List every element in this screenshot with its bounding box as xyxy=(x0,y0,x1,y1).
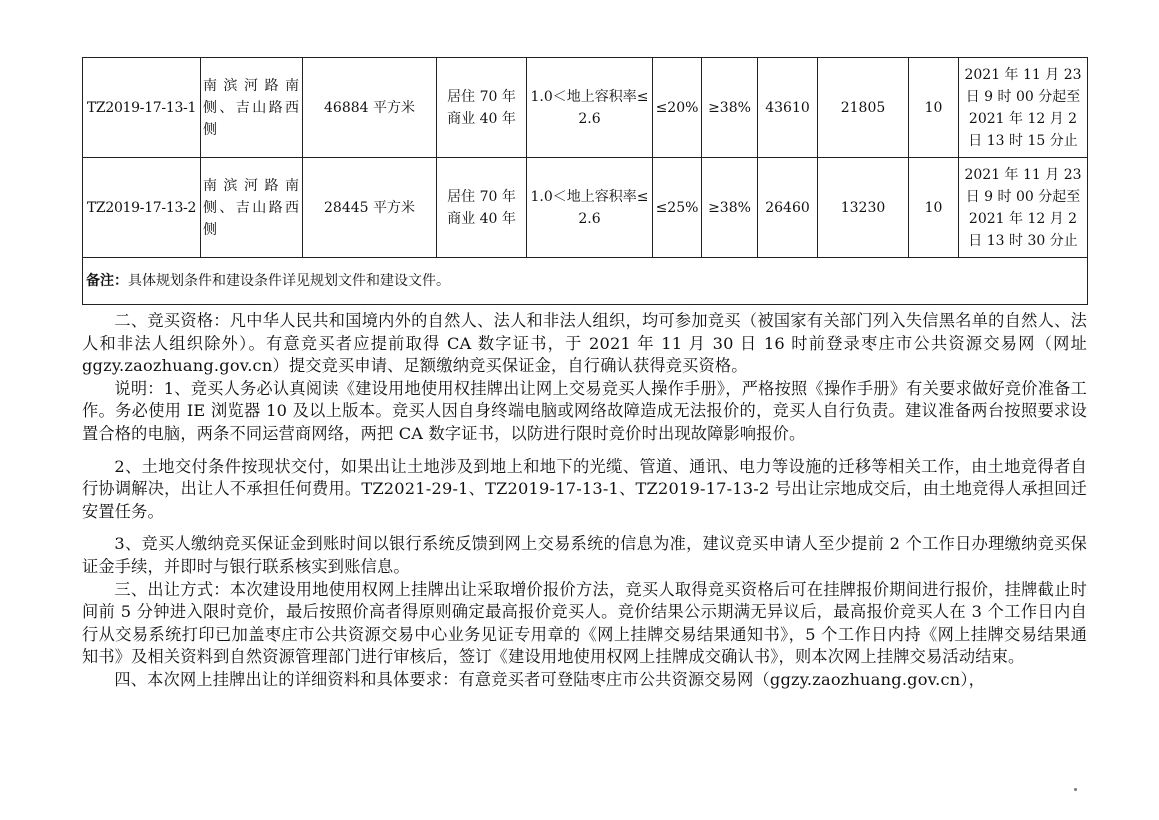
parcel-area: 28445 平方米 xyxy=(303,158,437,258)
table-row xyxy=(83,158,1088,258)
building-density: ≤25% xyxy=(653,158,702,258)
building-density: ≤20% xyxy=(653,58,702,158)
bid-increment: 10 xyxy=(909,158,959,258)
paragraph-transfer-method: 三、出让方式：本次建设用地使用权网上挂牌出让采取增价报价方法，竞买人取得竞买资格后可在挂牌报价期间进行报价，挂牌截止时间前 5 分钟进入限时竞价，最后按照价高者得原则确定最高报价竞买人。竞价结果公示期满无异议后，最高报价竞买人在 3 个工作日内自行从交易系统打印已加盖枣庄市公共资源交易中心业务见证专用章的《网上挂牌交易结果通知书》，5 个工作日内持《网上挂牌交易结果通知书》及相关资料到自然资源管理部门进行审核后，签订《建设用地使用权网上挂牌成交确认书》，则本次网上挂牌交易活动结束。 xyxy=(82,579,1087,667)
green-ratio: ≥38% xyxy=(702,158,758,258)
parcel-number: TZ2019-17-13-1 xyxy=(83,58,201,158)
bid-increment: 10 xyxy=(909,58,959,158)
starting-price: 43610 xyxy=(758,58,818,158)
note-label: 备注： xyxy=(86,273,128,289)
land-parcel-table xyxy=(82,57,1088,305)
land-use-term xyxy=(437,158,527,258)
term-commercial: 商业 40 年 xyxy=(447,110,516,127)
table-note-row xyxy=(83,258,1088,305)
term-residential: 居住 70 年 xyxy=(447,88,516,105)
deposit: 21805 xyxy=(818,58,909,158)
floor-area-ratio: 1.0＜地上容积率≤2.6 xyxy=(527,58,653,158)
starting-price: 26460 xyxy=(758,158,818,258)
scan-speck xyxy=(1074,788,1077,791)
parcel-number: TZ2019-17-13-2 xyxy=(83,158,201,258)
document-body xyxy=(82,310,1087,692)
green-ratio: ≥38% xyxy=(702,58,758,158)
listing-period: 2021 年 11 月 23 日 9 时 00 分起至 2021 年 12 月 2 日 13 时 30 分止 xyxy=(959,158,1088,258)
term-residential: 居住 70 年 xyxy=(447,188,516,205)
deposit: 13230 xyxy=(818,158,909,258)
land-use-term xyxy=(437,58,527,158)
parcel-area: 46884 平方米 xyxy=(303,58,437,158)
paragraph-note-2: 2、土地交付条件按现状交付，如果出让土地涉及到地上和地下的光缆、管道、通讯、电力等设施的迁移等相关工作，由土地竞得者自行协调解决，出让人不承担任何费用。TZ2021-29-1、TZ2019-17-13-1、TZ2019-17-13-2 号出让宗地成交后，由土地竞得人承担回迁安置任务。 xyxy=(82,456,1087,521)
listing-period: 2021 年 11 月 23 日 9 时 00 分起至 2021 年 12 月 2 日 13 时 15 分止 xyxy=(959,58,1088,158)
paragraph-note-1: 说明：1、竞买人务必认真阅读《建设用地使用权挂牌出让网上交易竞买人操作手册》，严格按照《操作手册》有关要求做好竞价准备工作。务必使用 IE 浏览器 10 及以上版本。竞买人因自身终端电脑或网络故障造成无法报价的，竞买人自行负责。建议准备两台按照要求设置合格的电脑，两条不同运营商网络，两把 CA 数字证书，以防进行限时竞价时出现故障影响报价。 xyxy=(82,378,1087,443)
table-row xyxy=(83,58,1088,158)
floor-area-ratio: 1.0＜地上容积率≤2.6 xyxy=(527,158,653,258)
parcel-location: 南滨河路南侧、吉山路西侧 xyxy=(201,58,303,158)
table-note xyxy=(83,258,1088,305)
paragraph-note-3: 3、竞买人缴纳竞买保证金到账时间以银行系统反馈到网上交易系统的信息为准，建议竞买申请人至少提前 2 个工作日办理缴纳竞买保证金手续，并即时与银行联系核实到账信息。 xyxy=(82,534,1087,576)
term-commercial: 商业 40 年 xyxy=(447,210,516,227)
note-text: 具体规划条件和建设条件详见规划文件和建设文件。 xyxy=(128,273,450,289)
parcel-location: 南滨河路南侧、吉山路西侧 xyxy=(201,158,303,258)
paragraph-details: 四、本次网上挂牌出让的详细资料和具体要求：有意竞买者可登陆枣庄市公共资源交易网（ggzy.zaozhuang.gov.cn）， xyxy=(114,669,986,689)
paragraph-bidding-qualification: 二、竞买资格：凡中华人民共和国境内外的自然人、法人和非法人组织，均可参加竞买（被国家有关部门列入失信黑名单的自然人、法人和非法人组织除外）。有意竞买者应提前取得 CA 数字证书，于 2021 年 11 月 30 日 16 时前登录枣庄市公共资源交易网（网址 ggzy.zaozhuang.gov.cn）提交竞买申请、足额缴纳竞买保证金，自行确认获得竞买资格。 xyxy=(82,311,1087,376)
